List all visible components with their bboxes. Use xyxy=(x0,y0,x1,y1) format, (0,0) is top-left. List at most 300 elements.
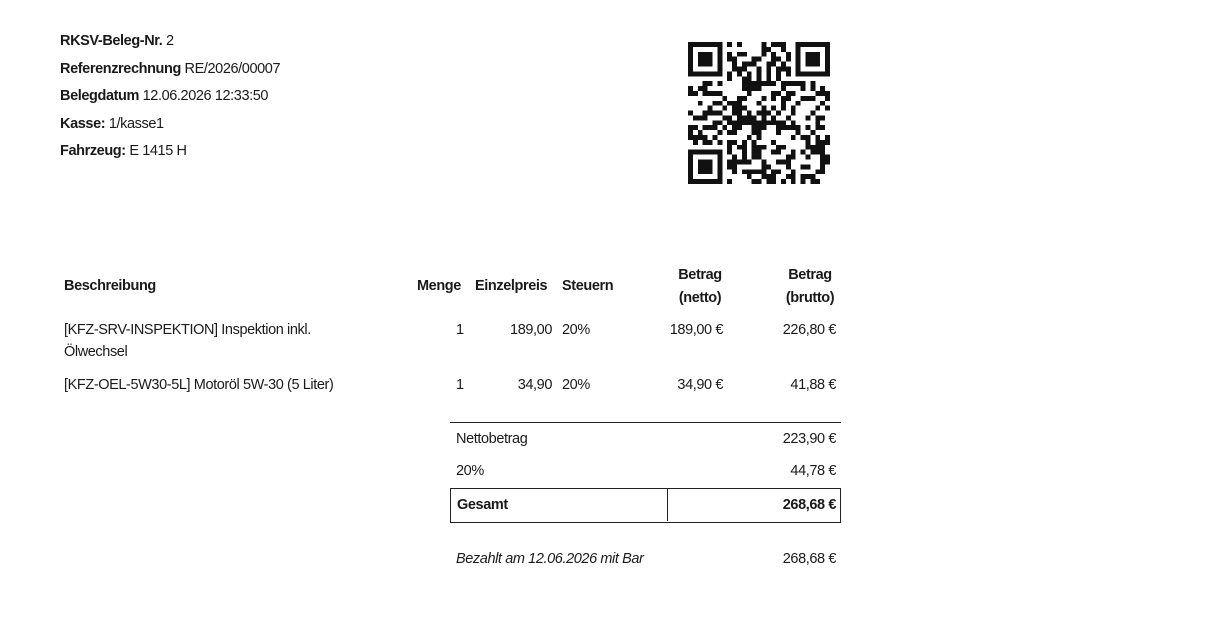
qr-module xyxy=(717,66,722,71)
row2-unit-price: 34,90 xyxy=(517,377,552,393)
qr-module xyxy=(688,160,693,165)
qr-module xyxy=(693,42,698,47)
qr-module xyxy=(815,106,820,111)
qr-module xyxy=(717,101,722,106)
header-unit-price: Einzelpreis xyxy=(475,278,548,294)
qr-module xyxy=(781,86,786,91)
qr-module xyxy=(688,125,693,130)
qr-module xyxy=(732,120,737,125)
qr-module xyxy=(801,96,806,101)
qr-module xyxy=(791,120,796,125)
header-quantity: Menge xyxy=(417,278,461,294)
qr-module xyxy=(747,120,752,125)
qr-module xyxy=(757,169,762,174)
qr-module xyxy=(766,76,771,81)
qr-module xyxy=(688,155,693,160)
qr-module xyxy=(742,160,747,165)
qr-module xyxy=(791,111,796,116)
qr-module xyxy=(752,169,757,174)
qr-module xyxy=(688,130,693,135)
qr-module xyxy=(771,120,776,125)
qr-module xyxy=(703,179,708,184)
qr-module xyxy=(815,145,820,150)
qr-module xyxy=(708,42,713,47)
qr-module xyxy=(801,42,806,47)
qr-module xyxy=(698,160,703,165)
header-gross-line2: (brutto) xyxy=(785,290,835,306)
qr-module xyxy=(737,52,742,57)
qr-module xyxy=(766,62,771,67)
qr-module xyxy=(698,179,703,184)
receipt-header xyxy=(60,33,280,171)
qr-module xyxy=(717,140,722,145)
qr-module xyxy=(698,42,703,47)
qr-module xyxy=(825,62,830,67)
qr-module xyxy=(761,106,766,111)
qr-module xyxy=(693,179,698,184)
qr-module xyxy=(722,125,727,130)
qr-module xyxy=(771,57,776,62)
qr-module xyxy=(688,42,693,47)
qr-module xyxy=(752,179,757,184)
qr-module xyxy=(708,106,713,111)
qr-module xyxy=(810,174,815,179)
qr-module xyxy=(752,150,757,155)
qr-module xyxy=(737,71,742,76)
qr-module xyxy=(708,179,713,184)
qr-module xyxy=(727,179,732,184)
qr-module xyxy=(761,52,766,57)
qr-module xyxy=(732,106,737,111)
qr-module xyxy=(796,62,801,67)
qr-module xyxy=(776,71,781,76)
qr-module xyxy=(781,62,786,67)
qr-module xyxy=(815,115,820,120)
qr-module xyxy=(791,155,796,160)
qr-module xyxy=(825,106,830,111)
qr-module xyxy=(757,71,762,76)
qr-module xyxy=(766,71,771,76)
qr-module xyxy=(766,179,771,184)
qr-module xyxy=(825,91,830,96)
qr-module xyxy=(806,174,811,179)
qr-module xyxy=(752,155,757,160)
qr-module xyxy=(732,140,737,145)
qr-module xyxy=(825,160,830,165)
qr-module xyxy=(708,150,713,155)
qr-module xyxy=(727,164,732,169)
qr-module xyxy=(820,140,825,145)
qr-module xyxy=(771,91,776,96)
qr-module xyxy=(737,125,742,130)
qr-module xyxy=(742,155,747,160)
qr-module xyxy=(781,125,786,130)
qr-module xyxy=(776,111,781,116)
qr-module xyxy=(688,62,693,67)
qr-module xyxy=(703,115,708,120)
qr-module xyxy=(801,86,806,91)
qr-module xyxy=(781,106,786,111)
qr-module xyxy=(708,160,713,165)
qr-module xyxy=(737,115,742,120)
qr-module xyxy=(781,81,786,86)
qr-module xyxy=(761,164,766,169)
qr-module xyxy=(806,135,811,140)
qr-module xyxy=(688,47,693,52)
qr-module xyxy=(796,47,801,52)
qr-module xyxy=(742,115,747,120)
qr-module xyxy=(806,57,811,62)
qr-module xyxy=(786,174,791,179)
qr-module xyxy=(703,81,708,86)
qr-module xyxy=(796,71,801,76)
qr-module xyxy=(752,140,757,145)
header-taxes: Steuern xyxy=(562,278,614,294)
qr-module xyxy=(757,120,762,125)
qr-module xyxy=(712,71,717,76)
qr-module xyxy=(791,174,796,179)
qr-module xyxy=(810,81,815,86)
qr-module xyxy=(752,125,757,130)
qr-module xyxy=(776,125,781,130)
qr-module xyxy=(693,140,698,145)
qr-module xyxy=(717,160,722,165)
qr-module xyxy=(820,42,825,47)
qr-module xyxy=(761,120,766,125)
qr-module xyxy=(781,96,786,101)
qr-module xyxy=(698,130,703,135)
vehicle: Fahrzeug: E 1415 H xyxy=(60,143,187,159)
qr-module xyxy=(771,174,776,179)
header-net-line2: (netto) xyxy=(678,290,722,306)
qr-module xyxy=(688,91,693,96)
qr-module xyxy=(766,164,771,169)
qr-module xyxy=(737,160,742,165)
qr-module xyxy=(810,130,815,135)
qr-module xyxy=(781,101,786,106)
qr-module xyxy=(806,71,811,76)
qr-module xyxy=(771,81,776,86)
qr-module xyxy=(810,111,815,116)
qr-module xyxy=(815,140,820,145)
qr-module xyxy=(708,81,713,86)
qr-module xyxy=(815,57,820,62)
qr-module xyxy=(717,130,722,135)
qr-module xyxy=(757,145,762,150)
qr-module xyxy=(796,81,801,86)
qr-module xyxy=(806,125,811,130)
qr-module xyxy=(815,125,820,130)
qr-module xyxy=(742,81,747,86)
qr-module xyxy=(688,71,693,76)
qr-module xyxy=(825,57,830,62)
qr-module xyxy=(825,155,830,160)
qr-module xyxy=(781,160,786,165)
qr-module xyxy=(825,71,830,76)
qr-module xyxy=(703,42,708,47)
qr-module xyxy=(742,86,747,91)
qr-module xyxy=(732,62,737,67)
qr-module xyxy=(761,81,766,86)
qr-module xyxy=(771,52,776,57)
qr-module xyxy=(732,66,737,71)
qr-module xyxy=(766,174,771,179)
qr-module xyxy=(727,130,732,135)
qr-module xyxy=(708,91,713,96)
grand-total-value: 268,68 € xyxy=(782,497,836,513)
qr-module xyxy=(737,66,742,71)
qr-module xyxy=(815,62,820,67)
qr-module xyxy=(717,62,722,67)
qr-module xyxy=(717,164,722,169)
qr-module xyxy=(820,71,825,76)
qr-module xyxy=(766,47,771,52)
qr-module xyxy=(791,91,796,96)
net-total-label: Nettobetrag xyxy=(456,431,528,447)
qr-module xyxy=(747,91,752,96)
qr-module xyxy=(698,57,703,62)
qr-module xyxy=(752,130,757,135)
row1-net: 189,00 € xyxy=(669,322,723,338)
qr-module xyxy=(727,57,732,62)
qr-module xyxy=(801,81,806,86)
qr-module xyxy=(766,66,771,71)
qr-module xyxy=(820,145,825,150)
qr-module xyxy=(727,76,732,81)
qr-module xyxy=(717,169,722,174)
qr-module xyxy=(820,164,825,169)
qr-module xyxy=(742,62,747,67)
qr-module xyxy=(712,111,717,116)
qr-module xyxy=(703,150,708,155)
qr-module xyxy=(717,150,722,155)
qr-module xyxy=(727,42,732,47)
qr-module xyxy=(752,115,757,120)
qr-module xyxy=(781,47,786,52)
qr-module xyxy=(722,115,727,120)
net-total-value: 223,90 € xyxy=(782,431,836,447)
qr-module xyxy=(820,86,825,91)
qr-module xyxy=(747,111,752,116)
qr-module xyxy=(771,115,776,120)
qr-module xyxy=(815,71,820,76)
qr-module xyxy=(732,130,737,135)
qr-module xyxy=(776,66,781,71)
qr-module xyxy=(757,130,762,135)
qr-module xyxy=(825,140,830,145)
qr-module xyxy=(761,111,766,116)
qr-module xyxy=(708,71,713,76)
qr-module xyxy=(737,106,742,111)
qr-module xyxy=(806,115,811,120)
qr-module xyxy=(747,135,752,140)
qr-module xyxy=(810,145,815,150)
qr-module xyxy=(757,86,762,91)
qr-module xyxy=(712,125,717,130)
qr-module xyxy=(801,150,806,155)
qr-module xyxy=(786,91,791,96)
qr-module xyxy=(698,169,703,174)
tax-total-value: 44,78 € xyxy=(790,463,836,479)
qr-module xyxy=(776,42,781,47)
qr-module xyxy=(703,71,708,76)
qr-module xyxy=(761,174,766,179)
qr-module xyxy=(776,169,781,174)
qr-module xyxy=(693,125,698,130)
qr-module xyxy=(712,120,717,125)
qr-module xyxy=(742,52,747,57)
qr-module xyxy=(688,169,693,174)
qr-module xyxy=(796,130,801,135)
qr-module xyxy=(757,101,762,106)
qr-module xyxy=(688,66,693,71)
qr-module xyxy=(747,115,752,120)
qr-module xyxy=(712,179,717,184)
qr-module xyxy=(757,66,762,71)
qr-module xyxy=(815,169,820,174)
qr-module xyxy=(806,145,811,150)
qr-module xyxy=(712,91,717,96)
qr-module xyxy=(801,174,806,179)
qr-module xyxy=(761,125,766,130)
qr-module xyxy=(771,169,776,174)
payment-amount: 268,68 € xyxy=(782,551,836,567)
qr-module xyxy=(752,120,757,125)
qr-module xyxy=(781,120,786,125)
qr-module xyxy=(742,106,747,111)
qr-module xyxy=(732,125,737,130)
qr-module xyxy=(786,52,791,57)
row2-net: 34,90 € xyxy=(677,377,723,393)
qr-module xyxy=(727,101,732,106)
qr-module xyxy=(757,135,762,140)
qr-module xyxy=(801,179,806,184)
qr-module xyxy=(810,57,815,62)
qr-module xyxy=(703,111,708,116)
qr-module xyxy=(806,164,811,169)
qr-module xyxy=(703,169,708,174)
qr-module xyxy=(766,120,771,125)
qr-module xyxy=(732,57,737,62)
qr-module xyxy=(737,101,742,106)
qr-module xyxy=(693,91,698,96)
qr-module xyxy=(742,140,747,145)
qr-module xyxy=(693,71,698,76)
qr-module xyxy=(703,164,708,169)
qr-module xyxy=(708,125,713,130)
qr-module xyxy=(820,160,825,165)
qr-module xyxy=(698,71,703,76)
qr-module xyxy=(727,115,732,120)
qr-module xyxy=(786,155,791,160)
qr-module xyxy=(737,42,742,47)
qr-module xyxy=(761,96,766,101)
qr-module xyxy=(732,164,737,169)
qr-module xyxy=(752,62,757,67)
qr-module xyxy=(761,145,766,150)
qr-module xyxy=(810,96,815,101)
qr-module xyxy=(791,135,796,140)
qr-module xyxy=(717,81,722,86)
qr-module xyxy=(708,164,713,169)
rksv-number: RKSV-Beleg-Nr. 2 xyxy=(60,33,174,49)
row1-gross: 226,80 € xyxy=(782,322,836,338)
qr-module xyxy=(698,115,703,120)
qr-module xyxy=(791,106,796,111)
qr-module xyxy=(717,179,722,184)
qr-module xyxy=(747,71,752,76)
qr-module xyxy=(703,135,708,140)
qr-module xyxy=(786,164,791,169)
qr-module xyxy=(742,120,747,125)
qr-module xyxy=(757,179,762,184)
qr-module xyxy=(688,150,693,155)
qr-module xyxy=(708,111,713,116)
qr-module xyxy=(698,52,703,57)
qr-module xyxy=(742,76,747,81)
qr-module xyxy=(712,42,717,47)
qr-module xyxy=(698,164,703,169)
qr-module xyxy=(815,150,820,155)
grand-total-box-divider xyxy=(667,488,668,521)
qr-module xyxy=(820,91,825,96)
qr-code-icon xyxy=(688,42,830,184)
row1-taxes: 20% xyxy=(562,322,590,338)
qr-module xyxy=(703,86,708,91)
qr-module xyxy=(771,150,776,155)
qr-module xyxy=(698,135,703,140)
qr-module xyxy=(776,160,781,165)
qr-module xyxy=(771,62,776,67)
qr-module xyxy=(815,91,820,96)
qr-module xyxy=(717,91,722,96)
qr-module xyxy=(747,62,752,67)
qr-module xyxy=(698,101,703,106)
qr-module xyxy=(786,81,791,86)
qr-module xyxy=(727,71,732,76)
qr-module xyxy=(766,81,771,86)
qr-module xyxy=(820,125,825,130)
qr-module xyxy=(815,179,820,184)
qr-module xyxy=(761,42,766,47)
qr-module xyxy=(757,125,762,130)
qr-module xyxy=(688,179,693,184)
qr-module xyxy=(786,71,791,76)
qr-module xyxy=(815,52,820,57)
qr-module xyxy=(747,160,752,165)
qr-module xyxy=(698,150,703,155)
qr-module xyxy=(742,169,747,174)
qr-module xyxy=(747,174,752,179)
row1-description-line1: [KFZ-SRV-INSPEKTION] Inspektion inkl. xyxy=(64,322,311,338)
qr-module xyxy=(717,47,722,52)
qr-module xyxy=(703,52,708,57)
qr-module xyxy=(806,155,811,160)
receipt-date: Belegdatum 12.06.2026 12:33:50 xyxy=(60,88,269,104)
qr-module xyxy=(791,125,796,130)
qr-module xyxy=(786,66,791,71)
header-description: Beschreibung xyxy=(64,278,156,294)
qr-module xyxy=(776,91,781,96)
qr-module xyxy=(717,52,722,57)
qr-module xyxy=(717,111,722,116)
qr-module xyxy=(732,160,737,165)
qr-module xyxy=(796,42,801,47)
qr-module xyxy=(786,125,791,130)
row1-quantity: 1 xyxy=(456,322,464,338)
qr-module xyxy=(752,57,757,62)
qr-module xyxy=(688,111,693,116)
